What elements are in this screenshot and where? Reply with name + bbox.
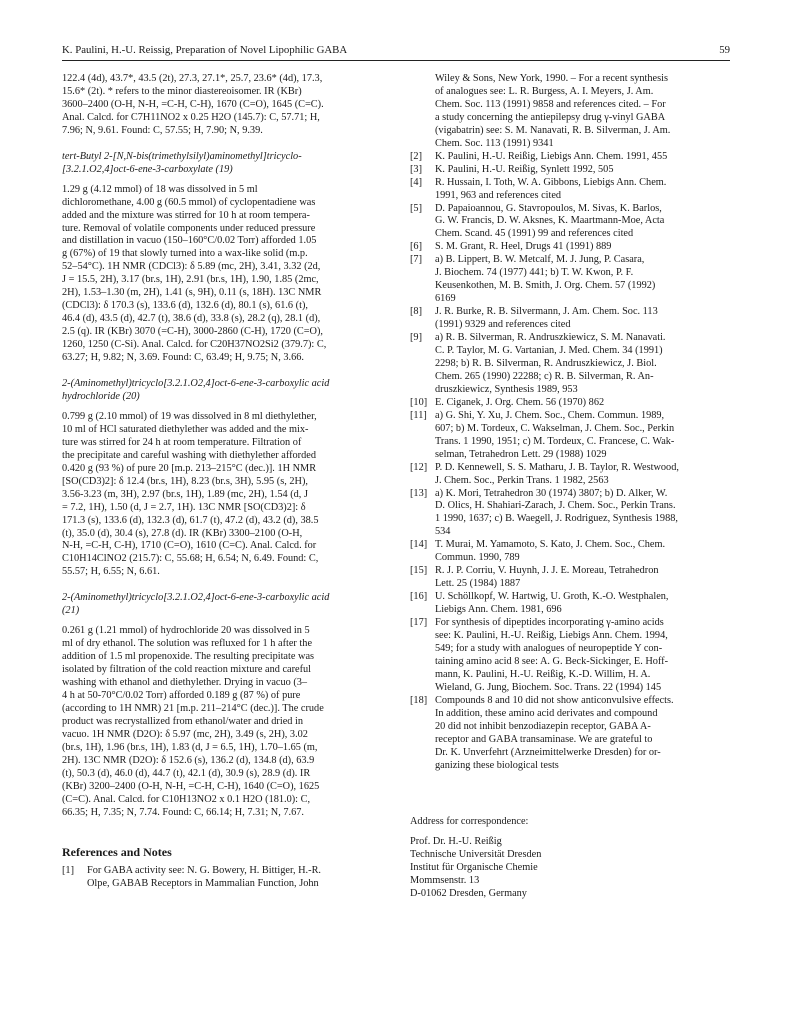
reference-line: 549; for a study with analogues of neuropeptide Y con- <box>435 642 663 654</box>
reference-number: [9] <box>410 332 423 344</box>
reference-line: a study concerning the antiepilepsy drug γ-vinyl GABA <box>435 111 666 123</box>
text-line: 122.4 (4d), 43.7*, 43.5 (2t), 27.3, 27.1*, 25.7, 23.6* (4d), 17.3, <box>62 73 323 84</box>
reference-line: E. Ciganek, J. Org. Chem. 56 (1970) 862 <box>435 396 605 408</box>
reference-item <box>62 865 387 891</box>
reference-item <box>410 617 730 695</box>
reference-number: [2] <box>410 150 423 162</box>
address-line: Technische Universität Dresden <box>410 849 542 861</box>
reference-line: Olpe, GABAB Receptors in Mammalian Function, John <box>87 878 319 890</box>
reference-list <box>410 151 730 773</box>
reference-line: Wieland, G. Jung, Biochem. Soc. Trans. 22 (1994) 145 <box>435 681 662 693</box>
title-line: [3.2.1.O2,4]oct-6-ene-3-carboxylate (19) <box>62 163 233 175</box>
text-line: 46.4 (d), 43.5 (d), 42.7 (t), 38.6 (d), 33.8 (s), 28.2 (q), 28.1 (d), <box>62 313 321 325</box>
reference-line: Trans. 1 1990, 1951; c) M. Tordeux, C. Francese, C. Wak- <box>435 435 675 447</box>
text-line: 10 ml of HCl saturated diethylether was added and the mix- <box>62 423 309 435</box>
reference-number: [5] <box>410 202 423 214</box>
reference-line: D. Papaioannou, G. Stavropoulos, M. Sivas, K. Barlos, <box>435 202 662 214</box>
reference-item <box>410 332 730 397</box>
left-column <box>62 73 387 891</box>
text-line: 55.57; H, 6.55; N, 6.61. <box>62 566 160 578</box>
text-line: added and the mixture was stirred for 10 h at room tempera- <box>62 209 310 221</box>
text-line: 2H). 13C NMR (D2O): δ 152.6 (s), 136.2 (d), 134.8 (d), 63.9 <box>62 754 315 766</box>
reference-line: (vigabatrin) see: S. M. Nanavati, R. B. Silverman, J. Am. <box>435 124 671 136</box>
reference-line: 607; b) M. Tordeux, C. Wakselman, J. Chem. Soc., Perkin <box>435 422 675 434</box>
reference-number: [4] <box>410 176 423 188</box>
reference-line: Liebigs Ann. Chem. 1981, 696 <box>435 604 562 616</box>
text-line: (KBr) 3200–2400 (O-H, N-H, =C-H, C-H), 1640 (C=O), 1625 <box>62 780 320 792</box>
reference-line: Wiley & Sons, New York, 1990. – For a recent synthesis <box>435 73 668 84</box>
reference-line: T. Murai, M. Yamamoto, S. Kato, J. Chem. Soc., Chem. <box>435 539 666 551</box>
reference-line: 2298; b) R. B. Silverman, R. Andruszkiewicz, J. Biol. <box>435 357 657 369</box>
reference-line: For GABA activity see: N. G. Bowery, H. Bittiger, H.-R. <box>87 865 322 877</box>
text-line: g (67%) of 19 that slowly turned into a wax-like solid (m.p. <box>62 248 308 260</box>
reference-line: a) R. B. Silverman, R. Andruszkiewicz, S. M. Nanavati. <box>435 332 666 344</box>
reference-number: [10] <box>410 396 428 408</box>
compound-19-paragraph <box>62 184 387 365</box>
reference-line: Chem. 265 (1990) 22288; c) R. B. Silverman, R. An- <box>435 370 654 382</box>
text-line: = 7.2, 1H), 1.50 (d, J = 2.7, 1H). 13C NMR [SO(CD3)2]: δ <box>62 501 306 513</box>
reference-line: 1 1990, 1637; c) B. Waegell, J. Rodriguez, Synthesis 1988, <box>435 513 678 525</box>
text-line: the precipitate and careful washing with diethylether afforded <box>62 449 316 461</box>
text-line: ture. Removal of volatile components under reduced pressure <box>62 222 316 234</box>
reference-line: D. Olics, H. Shahiari-Zarach, J. Chem. Soc., Perkin Trans. <box>435 500 676 512</box>
reference-line: a) G. Shi, Y. Xu, J. Chem. Soc., Chem. Commun. 1989, <box>435 409 665 421</box>
address-line: Institut für Organische Chemie <box>410 862 538 874</box>
running-header <box>62 42 730 61</box>
address-line: D-01062 Dresden, Germany <box>410 888 527 900</box>
reference-item <box>410 203 730 242</box>
reference-line: 6169 <box>435 293 456 305</box>
text-line: and distillation in vacuo (150–160°C/0.02 Torr) afforded 1.05 <box>62 235 317 247</box>
reference-item <box>410 241 730 254</box>
reference-line: R. J. P. Corriu, V. Huynh, J. J. E. Moreau, Tetrahedron <box>435 565 659 577</box>
reference-line: 1991, 963 and references cited <box>435 189 562 201</box>
page-number: 59 <box>719 44 730 56</box>
reference-line: J. R. Burke, R. B. Silvermann, J. Am. Chem. Soc. 113 <box>435 306 658 318</box>
compound-21-title <box>62 592 387 618</box>
text-line: 171.3 (s), 133.6 (d), 132.3 (d), 61.7 (t), 47.2 (d), 43.2 (d), 38.5 <box>62 514 319 526</box>
reference-item <box>410 164 730 177</box>
reference-line: C. P. Taylor, M. G. Vartanian, J. Med. Chem. 34 (1991) <box>435 345 663 357</box>
reference-line: J. Chem. Soc., Perkin Trans. 1 1982, 2563 <box>435 474 609 486</box>
text-line: (CDCl3): δ 170.3 (s), 133.6 (d), 132.6 (d), 80.1 (s), 61.6 (t), <box>62 300 308 312</box>
reference-line: Chem. Scand. 45 (1991) 99 and references cited <box>435 228 634 240</box>
reference-item <box>410 565 730 591</box>
reference-line: S. M. Grant, R. Heel, Drugs 41 (1991) 889 <box>435 241 612 253</box>
title-line: hydrochloride (20) <box>62 390 140 402</box>
reference-line: ganizing these biological tests <box>435 759 559 771</box>
address-line: Prof. Dr. H.-U. Reißig <box>410 836 502 848</box>
text-line: 66.35; H, 7.35; N, 7.74. Found: C, 66.14; H, 7.31; N, 7.67. <box>62 806 304 818</box>
text-line: vacuo. 1H NMR (D2O): δ 5.97 (mc, 2H), 3.49 (s, 2H), 3.02 <box>62 728 308 740</box>
reference-line: druszkiewicz, Synthesis 1989, 953 <box>435 383 578 395</box>
reference-item <box>410 488 730 540</box>
text-line: 52–54°C). 1H NMR (CDCl3): δ 5.89 (mc, 2H), 3.41, 3.32 (2d, <box>62 261 321 273</box>
reference-number: [7] <box>410 254 423 266</box>
reference-line: see: K. Paulini, H.-U. Reißig, Liebigs Ann. Chem. 1994, <box>435 629 668 641</box>
reference-line: K. Paulini, H.-U. Reißig, Liebigs Ann. Chem. 1991, 455 <box>435 150 668 162</box>
text-line: 3.56-3.23 (m, 3H), 2.97 (br.s, 1H), 1.89 (mc, 2H), 1.54 (d, J <box>62 488 308 500</box>
reference-number: [11] <box>410 409 427 421</box>
text-line: (t), 50.3 (d), 46.0 (d), 44.7 (t), 42.1 (d), 30.9 (s), 28.9 (d). IR <box>62 767 311 779</box>
reference-item <box>410 410 730 462</box>
reference-line: of analogues see: L. R. Burgess, A. I. Meyers, J. Am. <box>435 85 654 97</box>
right-column <box>410 73 730 901</box>
reference-line: Chem. Soc. 113 (1991) 9341 <box>435 137 554 149</box>
reference-line: Chem. Soc. 113 (1991) 9858 and references cited. – For <box>435 98 666 110</box>
reference-line: Keusenkothen, M. B. Smith, J. Org. Chem. 57 (1992) <box>435 280 656 292</box>
reference-line: taining amino acid 8 see: A. G. Beck-Sickinger, E. Hoff- <box>435 655 669 667</box>
reference-item <box>410 177 730 203</box>
text-line: (according to 1H NMR) 21 [m.p. 211–214°C (dec.)]. The crude <box>62 702 324 714</box>
reference-number: [17] <box>410 617 428 629</box>
reference-number: [8] <box>410 306 423 318</box>
references-heading: References and Notes <box>62 844 172 859</box>
title-line: tert-Butyl 2-[N,N-bis(trimethylsilyl)aminomethyl]tricyclo- <box>62 150 302 162</box>
reference-line: G. W. Francis, D. W. Aksnes, K. Maartmann-Moe, Acta <box>435 215 665 227</box>
title-line: 2-(Aminomethyl)tricyclo[3.2.1.O2,4]oct-6-ene-3-carboxylic acid <box>62 592 330 604</box>
text-line: (br.s, 1H), 1.96 (br.s, 1H), 1.83 (d, J = 6.5, 1H), 1.70–1.65 (m, <box>62 741 318 753</box>
reference-line: Commun. 1990, 789 <box>435 552 520 564</box>
reference-line: Lett. 25 (1984) 1887 <box>435 578 521 590</box>
address-line: Mommsenstr. 13 <box>410 875 480 887</box>
text-line: 2.5 (q). IR (KBr) 3070 (=C-H), 3000-2860 (C-H), 1720 (C=O), <box>62 326 323 338</box>
reference-number: [16] <box>410 591 428 603</box>
reference-line: mann, K. Paulini, H.-U. Reißig, K.-D. Willim, H. A. <box>435 668 651 680</box>
reference-line: K. Paulini, H.-U. Reißig, Synlett 1992, 505 <box>435 163 614 175</box>
reference-number: [15] <box>410 565 428 577</box>
spectral-data-paragraph <box>62 73 387 138</box>
reference-line: R. Hussain, I. Toth, W. A. Gibbons, Liebigs Ann. Chem. <box>435 176 667 188</box>
reference-number: [3] <box>410 163 423 175</box>
reference-line: (1991) 9329 and references cited <box>435 319 571 331</box>
reference-number: [13] <box>410 487 428 499</box>
reference-line: U. Schöllkopf, W. Hartwig, U. Groth, K.-O. Westphalen, <box>435 591 669 603</box>
text-line: J = 15.5, 2H), 3.17 (br.s, 1H), 2.91 (br.s, 1H), 1.90, 1.85 (2mc, <box>62 274 319 286</box>
text-line: [SO(CD3)2]: δ 12.4 (br.s, 1H), 8.23 (br.s, 3H), 5.95 (s, 2H), <box>62 475 308 487</box>
compound-20-paragraph <box>62 411 387 579</box>
reference-line: J. Biochem. 74 (1977) 441; b) T. W. Kwon, P. F. <box>435 267 634 279</box>
text-line: 0.261 g (1.21 mmol) of hydrochloride 20 was dissolved in 5 <box>62 625 310 637</box>
correspondence-address <box>410 816 730 901</box>
text-line: 4 h at 50-70°C/0.02 Torr) afforded 0.189 g (87 %) of pure <box>62 689 301 701</box>
title-line: (21) <box>62 605 80 617</box>
reference-item <box>410 151 730 164</box>
text-line: ml of dry ethanol. The solution was refluxed for 1 h after the <box>62 638 313 650</box>
text-line: C10H14ClNO2 (215.7): C, 55.68; H, 6.54; N, 6.49. Found: C, <box>62 553 319 565</box>
text-line: 1260, 1250 (C-Si). Anal. Calcd. for C20H37NO2Si2 (379.7): C, <box>62 339 327 351</box>
reference-item <box>410 591 730 617</box>
reference-number: [18] <box>410 694 428 706</box>
reference-line: receptor and GABA transaminase. We are grateful to <box>435 733 653 745</box>
reference-line: a) B. Lippert, B. W. Metcalf, M. J. Jung, P. Casara, <box>435 254 645 266</box>
reference-line: 20 did not inhibit benzodiazepin receptor, GABA A- <box>435 720 651 732</box>
text-line: 15.6* (2t). * refers to the minor diastereoisomer. IR (KBr) <box>62 85 302 97</box>
text-line: (C=C). Anal. Calcd. for C10H13NO2 x 0.1 H2O (181.0): C, <box>62 793 311 805</box>
text-line: 63.27; H, 9.82; N, 3.69. Found: C, 63.49; H, 9.75; N, 3.66. <box>62 352 304 364</box>
reference-item-continued <box>410 73 730 151</box>
reference-number: [14] <box>410 539 428 551</box>
text-line: (t), 35.0 (d), 30.4 (s), 27.8 (d). IR (KBr) 3300–2100 (O-H, <box>62 527 303 539</box>
text-line: ture was stirred for 24 h at room temperature. Filtration of <box>62 436 302 448</box>
reference-line: P. D. Kennewell, S. S. Matharu, J. B. Taylor, R. Westwood, <box>435 461 679 473</box>
text-line: 7.96; N, 9.61. Found: C, 57.55; H, 7.90; N, 9.39. <box>62 124 263 136</box>
reference-line: Dr. K. Unverfehrt (Arzneimittelwerke Dresden) for or- <box>435 746 661 758</box>
address-label: Address for correspondence: <box>410 816 529 828</box>
text-line: addition of 1.5 ml propenoxide. The resulting precipitate was <box>62 651 315 663</box>
reference-line: Compounds 8 and 10 did not show anticonvulsive effects. <box>435 694 674 706</box>
reference-line: 534 <box>435 526 451 538</box>
running-title: K. Paulini, H.-U. Reissig, Preparation of Novel Lipophilic GABA <box>62 44 348 56</box>
text-line: washing with ethanol and diethylether. Drying in vacuo (3– <box>62 677 308 689</box>
compound-21-paragraph <box>62 625 387 819</box>
text-line: N-H, =C-H, C-H), 1710 (C=O), 1610 (C=C). Anal. Calcd. for <box>62 540 317 552</box>
reference-line: For synthesis of dipeptides incorporating γ-amino acids <box>435 617 664 629</box>
text-line: isolated by filtration of the cold reaction mixture and careful <box>62 664 312 676</box>
reference-line: In addition, these amino acid derivates and compound <box>435 707 658 719</box>
text-line: dichloromethane, 4.00 g (60.5 mmol) of cyclopentadiene was <box>62 196 316 208</box>
text-line: product was recrystallized from ethanol/water and dried in <box>62 715 304 727</box>
reference-item <box>410 306 730 332</box>
text-line: 1.29 g (4.12 mmol) of 18 was dissolved in 5 ml <box>62 183 258 195</box>
text-line: 2H), 1.53–1.30 (m, 2H), 1.41 (s, 9H), 0.11 (s, 18H). 13C NMR <box>62 287 322 299</box>
text-line: 3600–2400 (O-H, N-H, =C-H, C-H), 1670 (C=O), 1645 (C=C). <box>62 98 324 110</box>
reference-line: a) K. Mori, Tetrahedron 30 (1974) 3807; b) D. Alker, W. <box>435 487 668 499</box>
reference-line: selman, Tetrahedron Lett. 29 (1988) 1029 <box>435 448 607 460</box>
compound-20-title <box>62 378 387 404</box>
title-line: 2-(Aminomethyl)tricyclo[3.2.1.O2,4]oct-6-ene-3-carboxylic acid <box>62 378 330 390</box>
text-line: 0.799 g (2.10 mmol) of 19 was dissolved in 8 ml diethylether, <box>62 410 317 422</box>
reference-item <box>410 695 730 773</box>
text-line: Anal. Calcd. for C7H11NO2 x 0.25 H2O (145.7): C, 57.71; H, <box>62 111 320 123</box>
reference-number: [12] <box>410 461 428 473</box>
reference-number: [1] <box>62 865 75 877</box>
reference-item <box>410 462 730 488</box>
reference-item <box>410 254 730 306</box>
reference-number: [6] <box>410 241 423 253</box>
text-line: 0.420 g (93 %) of pure 20 [m.p. 213–215°C (dec.)]. 1H NMR <box>62 462 317 474</box>
reference-item <box>410 397 730 410</box>
reference-item <box>410 539 730 565</box>
compound-19-title <box>62 151 387 177</box>
